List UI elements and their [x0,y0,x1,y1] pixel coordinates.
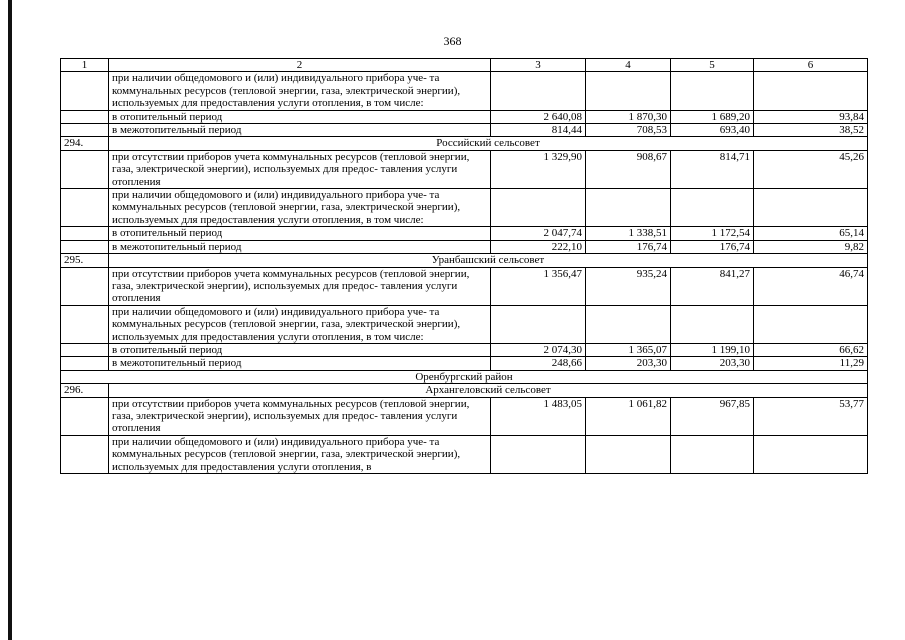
value-cell-col-3: 814,44 [491,124,586,137]
value-cell-col-6 [754,435,868,473]
value-cell-col-3: 2 047,74 [491,227,586,240]
value-cell-col-5 [671,435,754,473]
value-cell-col-5: 203,30 [671,357,754,370]
table-row [61,189,868,227]
value-cell-col-4: 708,53 [586,124,671,137]
row-index-cell [61,305,109,343]
value-cell-col-4: 935,24 [586,267,671,305]
section-title-cell: Архангеловский сельсовет [109,384,868,397]
row-index-cell [61,189,109,227]
table-row [61,72,868,110]
tariff-table [60,58,868,474]
row-index-cell [61,267,109,305]
value-cell-col-5: 1 689,20 [671,110,754,123]
table-row [61,110,868,123]
value-cell-col-6: 45,26 [754,150,868,188]
value-cell-col-5: 176,74 [671,240,754,253]
row-description-cell: в межотопительный период [109,124,491,137]
value-cell-col-4: 1 870,30 [586,110,671,123]
value-cell-col-3 [491,305,586,343]
row-description-cell: при отсутствии приборов учета коммунальных ресурсов (тепловой энергии, газа, электрической энергии), используемых для предос- тавления услуги отопления [109,397,491,435]
value-cell-col-4: 908,67 [586,150,671,188]
value-cell-col-4: 203,30 [586,357,671,370]
row-index-cell [61,72,109,110]
row-description-cell: при отсутствии приборов учета коммунальных ресурсов (тепловой энергии, газа, электрической энергии), используемых для предос- тавления услуги отопления [109,150,491,188]
section-title-cell: Уранбашский сельсовет [109,254,868,267]
value-cell-col-4: 1 338,51 [586,227,671,240]
section-row [61,254,868,267]
row-description-cell: в межотопительный период [109,240,491,253]
row-description-cell: в отопительный период [109,110,491,123]
value-cell-col-4 [586,72,671,110]
row-description-cell: при наличии общедомового и (или) индивидуального прибора уче- та коммунальных ресурсов (тепловой энергии, газа, электрической энергии), используемых для предоставления услуги отопления, в том числе: [109,189,491,227]
row-index-cell [61,240,109,253]
value-cell-col-6: 66,62 [754,343,868,356]
table-row [61,150,868,188]
column-header-3: 3 [491,59,586,72]
value-cell-col-3: 222,10 [491,240,586,253]
table-row [61,397,868,435]
table-row [61,240,868,253]
value-cell-col-6 [754,189,868,227]
value-cell-col-6 [754,305,868,343]
value-cell-col-6: 65,14 [754,227,868,240]
value-cell-col-5 [671,72,754,110]
column-header-5: 5 [671,59,754,72]
value-cell-col-6 [754,72,868,110]
page-number: 368 [443,34,462,48]
value-cell-col-3: 248,66 [491,357,586,370]
value-cell-col-3 [491,72,586,110]
value-cell-col-5 [671,305,754,343]
value-cell-col-5: 814,71 [671,150,754,188]
value-cell-col-3: 2 640,08 [491,110,586,123]
value-cell-col-4 [586,189,671,227]
row-description-cell: при наличии общедомового и (или) индивидуального прибора уче- та коммунальных ресурсов (тепловой энергии, газа, электрической энергии), используемых для предоставления услуги отопления, в том числе: [109,72,491,110]
row-description-cell: при наличии общедомового и (или) индивидуального прибора уче- та коммунальных ресурсов (тепловой энергии, газа, электрической энергии), используемых для предоставления услуги отопления, в том числе: [109,305,491,343]
value-cell-col-6: 38,52 [754,124,868,137]
value-cell-col-4 [586,305,671,343]
row-index-cell [61,397,109,435]
value-cell-col-4: 176,74 [586,240,671,253]
value-cell-col-6: 53,77 [754,397,868,435]
table-row [61,305,868,343]
value-cell-col-4: 1 061,82 [586,397,671,435]
section-row [61,384,868,397]
column-header-6: 6 [754,59,868,72]
value-cell-col-5: 1 199,10 [671,343,754,356]
row-index-cell [61,435,109,473]
row-index-cell [61,150,109,188]
table-row [61,227,868,240]
row-index-cell [61,343,109,356]
row-index-cell [61,124,109,137]
value-cell-col-5: 967,85 [671,397,754,435]
value-cell-col-6: 9,82 [754,240,868,253]
table-row [61,435,868,473]
value-cell-col-6: 93,84 [754,110,868,123]
value-cell-col-5: 1 172,54 [671,227,754,240]
row-description-cell: при отсутствии приборов учета коммунальных ресурсов (тепловой энергии, газа, электрической энергии), используемых для предос- тавления услуги отопления [109,267,491,305]
value-cell-col-3: 1 483,05 [491,397,586,435]
row-description-cell: в межотопительный период [109,357,491,370]
section-index-cell: 295. [61,254,109,267]
value-cell-col-4: 1 365,07 [586,343,671,356]
row-index-cell [61,357,109,370]
table-row [61,343,868,356]
value-cell-col-3: 1 329,90 [491,150,586,188]
section-title-cell: Российский сельсовет [109,137,868,150]
section-index-cell: 296. [61,384,109,397]
value-cell-col-3 [491,435,586,473]
value-cell-col-5: 693,40 [671,124,754,137]
row-index-cell [61,110,109,123]
value-cell-col-5: 841,27 [671,267,754,305]
value-cell-col-5 [671,189,754,227]
table-row [61,267,868,305]
row-description-cell: в отопительный период [109,227,491,240]
section-row [61,137,868,150]
value-cell-col-4 [586,435,671,473]
value-cell-col-3 [491,189,586,227]
row-index-cell [61,227,109,240]
district-title-cell: Оренбургский район [61,370,868,383]
table-row [61,357,868,370]
column-header-1: 1 [61,59,109,72]
value-cell-col-3: 1 356,47 [491,267,586,305]
section-index-cell: 294. [61,137,109,150]
value-cell-col-3: 2 074,30 [491,343,586,356]
table-row [61,124,868,137]
column-header-2: 2 [109,59,491,72]
value-cell-col-6: 46,74 [754,267,868,305]
column-header-4: 4 [586,59,671,72]
value-cell-col-6: 11,29 [754,357,868,370]
district-row [61,370,868,383]
column-number-row [61,59,868,72]
row-description-cell: при наличии общедомового и (или) индивидуального прибора уче- та коммунальных ресурсов (тепловой энергии, газа, электрической энергии), используемых для предоставления услуги отопления, в [109,435,491,473]
scan-edge-bar [8,0,12,640]
row-description-cell: в отопительный период [109,343,491,356]
